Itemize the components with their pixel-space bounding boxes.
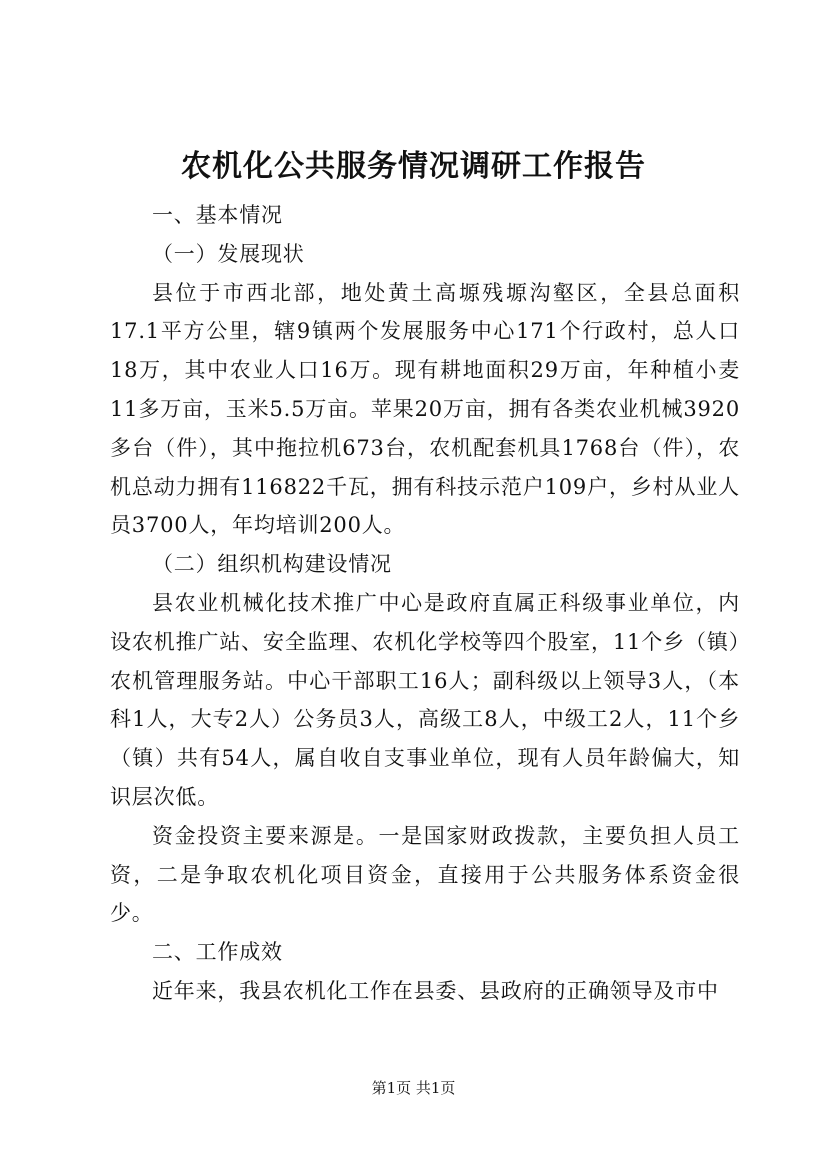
- paragraph-funding-sources: 资金投资主要来源是。一是国家财政拨款，主要负担人员工资，二是争取农机化项目资金，直接用于公共服务体系资金很少。: [110, 823, 740, 926]
- page-title: 农机化公共服务情况调研工作报告: [181, 149, 646, 184]
- page-footer: 第1页 共1页: [371, 1079, 456, 1097]
- subsection-heading-development-status: （一）发展现状: [152, 241, 305, 266]
- paragraph-county-overview: 县位于市西北部，地处黄土高塬残塬沟壑区，全县总面积17.1平方公里，辖9镇两个发展服务中心171个行政村，总人口18万，其中农业人口16万。现有耕地面积29万亩，年种植小麦11多万亩，玉米5.5万亩。苹果20万亩，拥有各类农业机械3920多台（件），其中拖拉机673台，农机配套机具1768台（件），农机总动力拥有116822千瓦，拥有科技示范户109户，乡村从业人员3700人，年均培训200人。: [110, 280, 740, 538]
- paragraph-recent-years: 近年来，我县农机化工作在县委、县政府的正确领导及市中: [152, 978, 719, 1003]
- subsection-heading-organization: （二）组织机构建设情况: [152, 552, 392, 577]
- document-body: [110, 196, 740, 1011]
- section-heading-basic-situation: 一、基本情况: [152, 203, 283, 227]
- paragraph-organization-details: 县农业机械化技术推广中心是政府直属正科级事业单位，内设农机推广站、安全监理、农机化学校等四个股室，11个乡（镇）农机管理服务站。中心干部职工16人；副科级以上领导3人，（本科1人，大专2人）公务员3人，高级工8人，中级工2人，11个乡（镇）共有54人，属自收自支事业单位，现有人员年龄偏大，知识层次低。: [110, 590, 740, 809]
- section-heading-work-results: 二、工作成效: [152, 940, 283, 965]
